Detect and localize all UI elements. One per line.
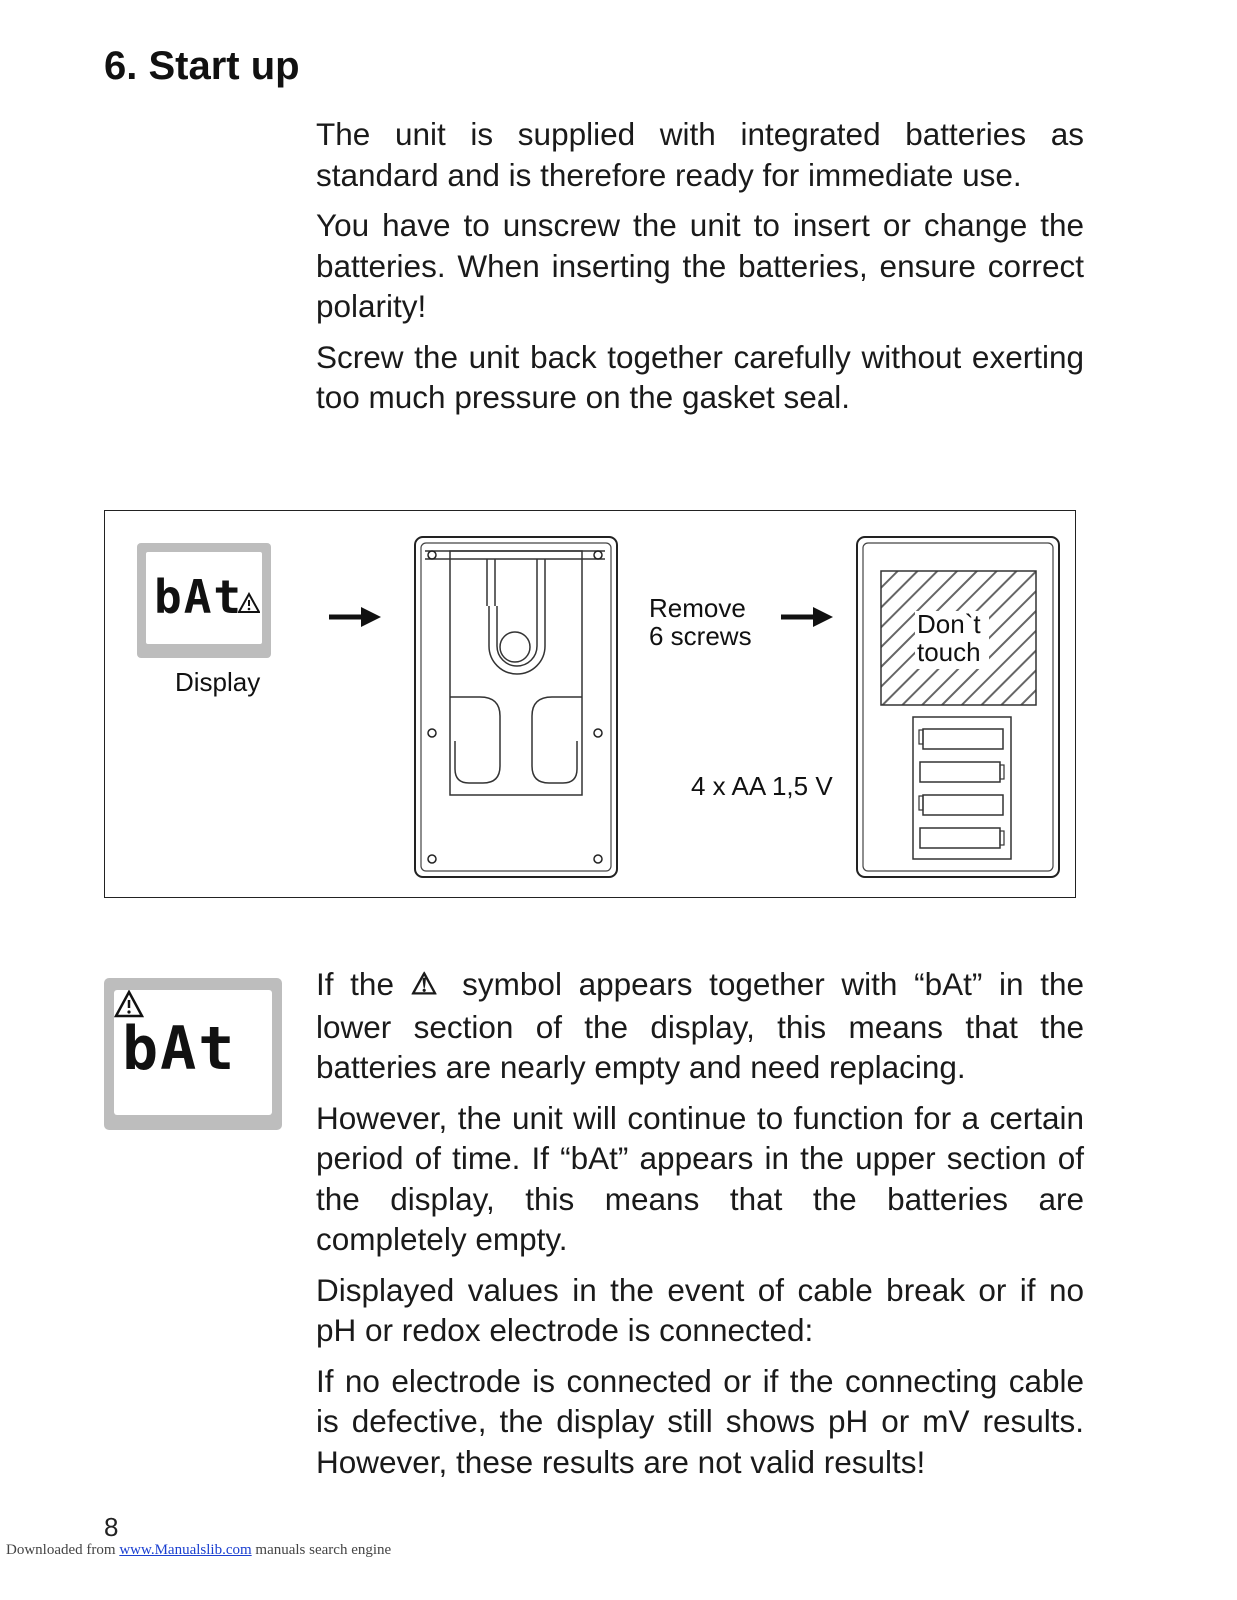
intro-paragraph-3: Screw the unit back together carefully without exerting too much pressure on the gasket seal.	[316, 338, 1084, 415]
figure-drawing	[105, 511, 1077, 899]
footer-prefix: Downloaded from	[6, 1542, 120, 1558]
battery-paragraph-1	[316, 964, 1084, 1088]
unit-back-drawing	[415, 537, 617, 877]
battery-label: 4 x AA 1,5 V	[691, 771, 833, 801]
battery-paragraph-4: If no electrode is connected or if the connecting cable is defective, the display still shows pH or mV results. However, these results are not valid results!	[316, 1362, 1084, 1480]
battery-figure	[104, 510, 1076, 898]
battery-text	[316, 964, 1084, 1492]
lcd-bat-text: bAt	[122, 1014, 237, 1084]
intro-text	[316, 114, 1084, 428]
unit-open-drawing	[857, 537, 1059, 877]
footer-suffix: manuals search engine	[251, 1542, 392, 1558]
display-lcd-large	[104, 978, 282, 1130]
manualslib-link[interactable]: www.Manualslib.com	[119, 1542, 252, 1558]
battery-paragraph-2: However, the unit will continue to function for a certain period of time. If “bAt” appears in the upper section of the display, this means that the batteries are completely empty.	[316, 1099, 1084, 1257]
page-number: 8	[104, 1512, 119, 1542]
battery-paragraph-3: Displayed values in the event of cable break or if no pH or redox electrode is connected:	[316, 1271, 1084, 1348]
remove-screws-label-line2: 6 screws	[649, 621, 752, 651]
display-label: Display	[175, 667, 261, 697]
battery-paragraph-1-end: symbol appears together with “bAt” in the lower section of the display, this means that the batteries are nearly empty and need replacing.	[316, 966, 1085, 1085]
lcd-bat-text: bAt	[154, 570, 244, 624]
warning-symbol-icon: ⚠	[410, 968, 446, 1001]
arrow-right-icon	[329, 607, 381, 627]
intro-paragraph-1: The unit is supplied with integrated batteries as standard and is therefore ready for immediate use.	[316, 116, 1084, 193]
dont-touch-label-line2: touch	[917, 637, 981, 667]
footer-download-note	[6, 1542, 391, 1559]
remove-screws-label-line1: Remove	[649, 593, 746, 623]
arrow-right-icon	[781, 607, 833, 627]
page-title: 6. Start up	[104, 44, 300, 88]
intro-paragraph-2: You have to unscrew the unit to insert or change the batteries. When inserting the batteries, ensure correct polarity!	[316, 207, 1084, 324]
dont-touch-label-line1: Don`t	[917, 609, 981, 639]
battery-paragraph-1-start: If the	[316, 966, 411, 1002]
